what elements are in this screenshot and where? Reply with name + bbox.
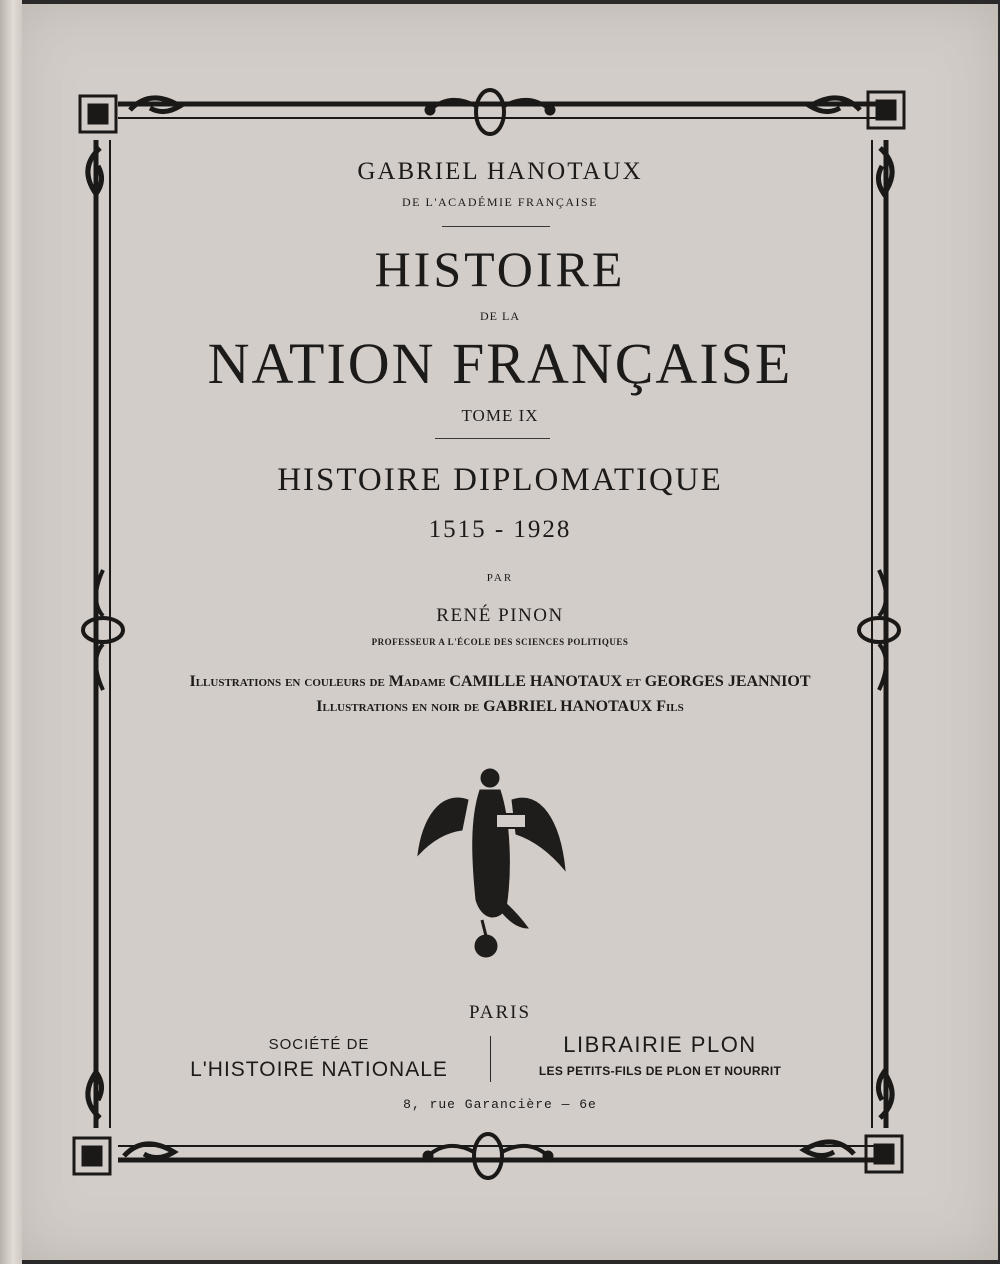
title-line-1: HISTOIRE [374, 241, 626, 297]
title-line-2: NATION FRANÇAISE [207, 331, 793, 396]
volume-number: TOME IX [461, 406, 539, 425]
right-middle-ornament [859, 570, 899, 690]
imprint-left-line-1: SOCIÉTÉ DE [268, 1036, 370, 1053]
subtitle-years: 1515 - 1928 [428, 516, 572, 543]
byline-par: PAR [486, 572, 514, 584]
author-affiliation: DE L'ACADÉMIE FRANÇAISE [402, 195, 598, 209]
byline-name: RENÉ PINON [436, 605, 564, 626]
angel-emblem [410, 760, 570, 965]
divider-top [442, 226, 550, 227]
subtitle: HISTOIRE DIPLOMATIQUE [277, 462, 723, 498]
imprint-right-line-2: LES PETITS-FILS DE PLON ET NOURRIT [538, 1064, 782, 1078]
imprint-separator [490, 1036, 491, 1082]
left-middle-ornament [83, 570, 123, 690]
imprint-city: PARIS [468, 1002, 532, 1023]
imprint-address: 8, rue Garancière — 6e [403, 1097, 597, 1112]
bottom-center-ornament [423, 1134, 553, 1178]
credits-black: Illustrations en noir de GABRIEL HANOTAUX Fils [316, 698, 684, 715]
credits-color: Illustrations en couleurs de Madame CAMILLE HANOTAUX et GEORGES JEANNIOT [189, 673, 811, 690]
title-connector: DE LA [480, 309, 520, 323]
byline-role: PROFESSEUR A L'ÉCOLE DES SCIENCES POLITIQUES [371, 637, 629, 647]
divider-middle [435, 438, 550, 439]
author-name: GABRIEL HANOTAUX [357, 158, 643, 185]
imprint-left-line-2: L'HISTOIRE NATIONALE [190, 1058, 448, 1081]
imprint-right-line-1: LIBRAIRIE PLON [563, 1032, 757, 1057]
top-center-ornament [425, 90, 555, 134]
